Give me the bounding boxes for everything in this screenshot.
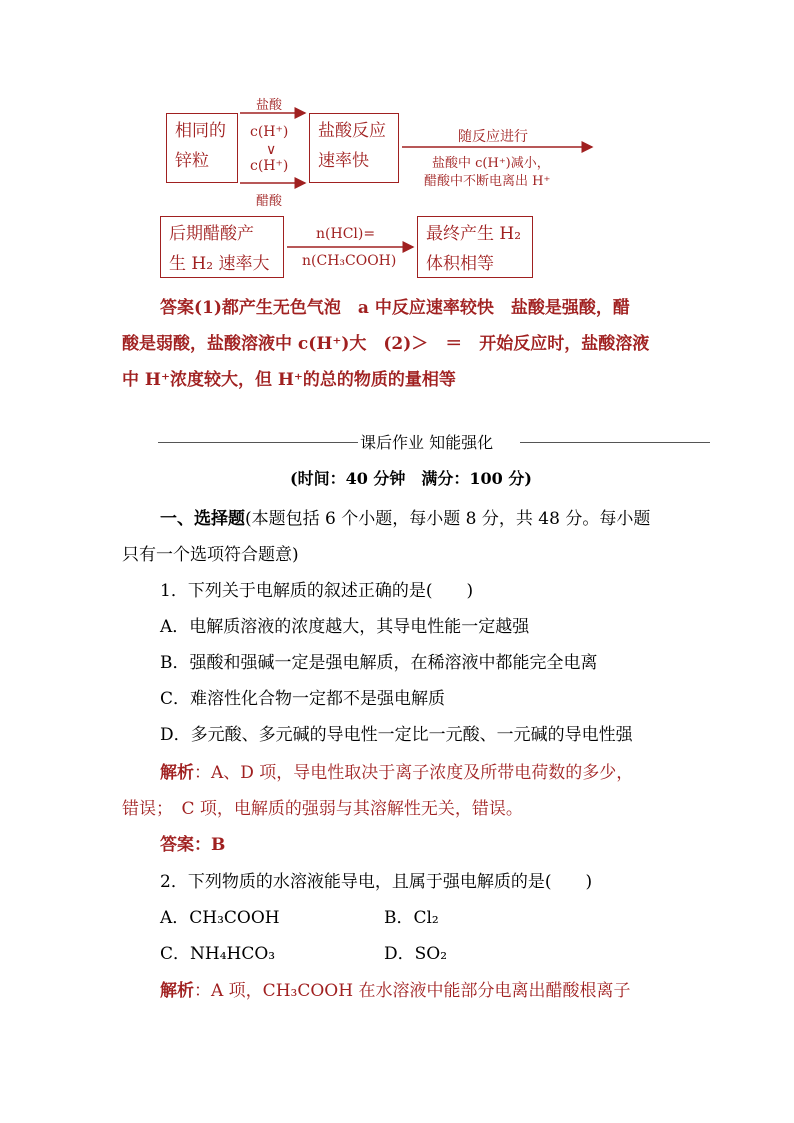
time-info: (时间：40 分钟 满分：100 分) [290, 469, 532, 488]
q2-option-d: D．SO₂ [384, 944, 448, 964]
arrow1-top-label: 盐酸 [256, 98, 283, 113]
box3-line2: 生 H₂ 速率大 [169, 254, 270, 274]
arrow2-bottom-label1: 盐酸中 c(H⁺)减小， [432, 156, 550, 171]
q1-option-c: C．难溶性化合物一定都不是强电解质 [160, 689, 446, 709]
q1-stem: 1．下列关于电解质的叙述正确的是( ) [160, 581, 474, 601]
part1-line2: 只有一个选项符合题意) [122, 545, 299, 565]
q1-option-a: A．电解质溶液的浓度越大，其导电性能一定越强 [160, 617, 530, 637]
part1-desc1: (本题包括 6 个小题，每小题 8 分，共 48 分。每小题 [245, 509, 651, 529]
arrow3-top-label: n(HCl)= [316, 226, 376, 242]
box2-line1: 盐酸反应 [318, 121, 386, 141]
part1-line1 [160, 504, 650, 529]
q1-analysis-label: 解析 [160, 763, 194, 783]
arrow3-bottom-label: n(CH₃COOH) [302, 253, 397, 269]
arrow1-mid2: ∨ [266, 142, 277, 158]
q1-answer-value: ：B [194, 835, 226, 855]
q1-analysis-line2: 错误； C 项，电解质的强弱与其溶解性无关，错误。 [122, 799, 523, 819]
q2-analysis-line1 [160, 976, 630, 1001]
answer1-line2: 酸是弱酸，盐酸溶液中 c(H⁺)大 (2)＞ ＝ 开始反应时，盐酸溶液 [122, 334, 650, 354]
q2-analysis-text1: ：A 项，CH₃COOH 在水溶液中能部分电离出醋酸根离子 [194, 981, 631, 1001]
arrow1-mid1: c(H⁺) [250, 124, 289, 140]
q1-option-b: B．强酸和强碱一定是强电解质，在稀溶液中都能完全电离 [160, 653, 598, 673]
q2-stem: 2．下列物质的水溶液能导电，且属于强电解质的是( ) [160, 872, 593, 892]
q1-answer-label: 答案 [160, 835, 194, 855]
q1-option-d: D．多元酸、多元碱的导电性一定比一元酸、一元碱的导电性强 [160, 725, 633, 745]
q2-option-a: A．CH₃COOH [160, 908, 280, 928]
answer1-line1 [160, 293, 630, 318]
answer1-line3: 中 H⁺浓度较大，但 H⁺的总的物质的量相等 [122, 370, 456, 390]
arrow1-mid3: c(H⁺) [250, 158, 289, 174]
section-title: 课后作业 知能强化 [360, 433, 494, 452]
box1-line2: 锌粒 [175, 151, 209, 171]
box2-line2: 速率快 [318, 151, 369, 171]
box4-line2: 体积相等 [426, 254, 494, 274]
answer1-text1: (1)都产生无色气泡 a 中反应速率较快 盐酸是强酸，醋 [194, 298, 630, 318]
q2-option-b: B．Cl₂ [384, 908, 439, 928]
q2-option-c: C．NH₄HCO₃ [160, 944, 276, 964]
q2-analysis-label: 解析 [160, 981, 194, 1001]
diagram-box-late-acetic [160, 216, 284, 278]
q1-analysis-line1 [160, 758, 633, 783]
box3-line1: 后期醋酸产 [169, 224, 254, 244]
arrow1-bottom-label: 醋酸 [256, 194, 283, 209]
diagram-box-hcl-fast [309, 113, 399, 183]
arrow2-bottom-label2: 醋酸中不断电离出 H⁺ [424, 174, 551, 189]
q1-answer [160, 830, 225, 855]
divider-left [158, 442, 358, 443]
q1-analysis-text1: ：A、D 项，导电性取决于离子浓度及所带电荷数的多少， [194, 763, 634, 783]
answer1-label: 答案 [160, 298, 194, 318]
box1-line1: 相同的 [175, 121, 226, 141]
part1-heading: 一、选择题 [160, 509, 245, 529]
arrow2-top-label: 随反应进行 [458, 129, 528, 145]
diagram-box-same-zinc [166, 113, 238, 183]
diagram-box-final-h2 [417, 216, 533, 278]
divider-right [520, 442, 710, 443]
box4-line1: 最终产生 H₂ [426, 224, 522, 244]
